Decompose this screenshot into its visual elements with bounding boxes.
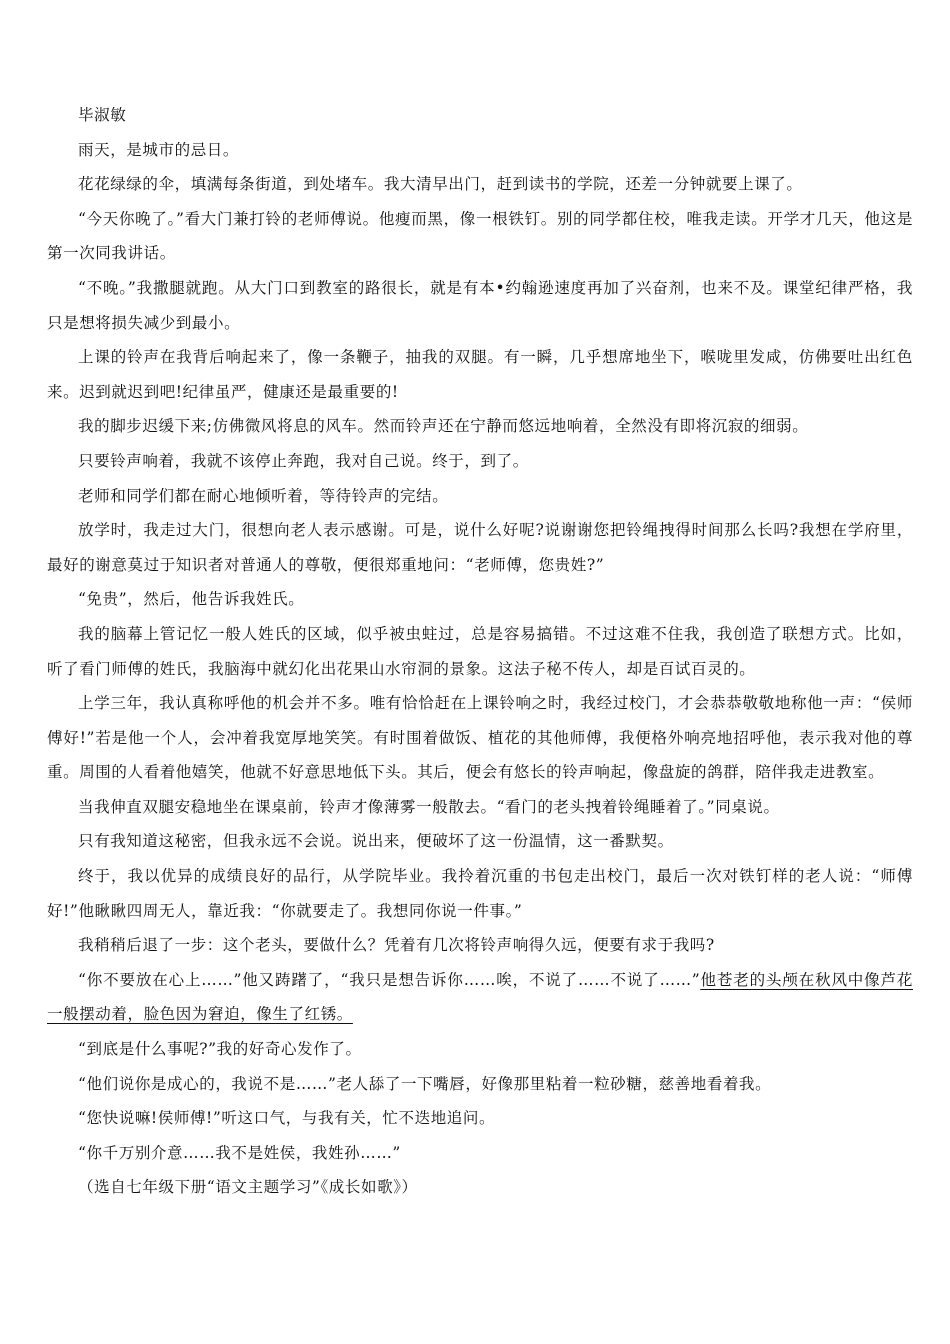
- paragraph-16: 我稍稍后退了一步：这个老头，要做什么？凭着有几次将铃声响得久远，便要有求于我吗?: [78, 936, 715, 955]
- underlined-sentence: 他苍老的头颅在秋风中像芦花一般摆动着，脸色因为窘迫，像生了红锈。: [47, 970, 913, 1024]
- paragraph-4: “不晚。”我撒腿就跑。从大门口到教室的路很长，就是有本•约翰逊速度再加了兴奋剂，也来不及。课堂纪律严格，我只是想将损失减少到最小。: [47, 278, 913, 332]
- paragraph-7: 只要铃声响着，我就不该停止奔跑，我对自己说。终于，到了。: [78, 451, 529, 470]
- paragraph-21: “你千万别介意……我不是姓侯，我姓孙……”: [78, 1143, 401, 1162]
- paragraph-15: 终于，我以优异的成绩良好的品行，从学院毕业。我拎着沉重的书包走出校门，最后一次对铁钉样的老人说：“师傅好!”他瞅瞅四周无人，靠近我：“你就要走了。我想同你说一件事。”: [47, 867, 913, 920]
- source-citation: （选自七年级下册“语文主题学习”《成长如歌》）: [78, 1178, 418, 1197]
- paragraph-8: 老师和同学们都在耐心地倾听着，等待铃声的完结。: [78, 486, 449, 505]
- paragraph-17: [47, 963, 913, 1032]
- paragraph-18: “到底是什么事呢?”我的好奇心发作了。: [78, 1040, 362, 1059]
- article-body: [47, 98, 913, 1205]
- paragraph-2: 花花绿绿的伞，填满每条街道，到处堵车。我大清早出门，赶到读书的学院，还差一分钟就要上课了。: [78, 175, 803, 194]
- paragraph-9: 放学时，我走过大门，很想向老人表示感谢。可是，说什么好呢?说谢谢您把铃绳拽得时间那么长吗?我想在学府里，最好的谢意莫过于知识者对普通人的尊敬，便很郑重地问：“老师傅，您贵姓?”: [47, 521, 913, 574]
- paragraph-3: “今天你晚了。”看大门兼打铃的老师傅说。他瘦而黑，像一根铁钉。别的同学都住校，唯我走读。开学才几天，他这是第一次同我讲话。: [47, 209, 913, 263]
- paragraph-5: 上课的铃声在我背后响起来了，像一条鞭子，抽我的双腿。有一瞬，几乎想席地坐下，喉咙里发咸，仿佛要吐出红色来。迟到就迟到吧!纪律虽严，健康还是最重要的!: [47, 348, 913, 401]
- paragraph-13: 当我伸直双腿安稳地坐在课桌前，铃声才像薄雾一般散去。“看门的老头拽着铃绳睡着了。”同桌说。: [78, 797, 780, 816]
- paragraph-11: 我的脑幕上管记忆一般人姓氏的区域，似乎被虫蛀过，总是容易搞错。不过这难不住我，我创造了联想方式。比如，听了看门师傅的姓氏，我脑海中就幻化出花果山水帘洞的景象。这法子秘不传人，却是百试百灵的。: [47, 624, 913, 678]
- paragraph-20: “您快说嘛!侯师傅!”听这口气，与我有关，忙不迭地追问。: [78, 1109, 496, 1128]
- article-author: 毕淑敏: [78, 106, 127, 124]
- paragraph-6: 我的脚步迟缓下来;仿佛微风将息的风车。然而铃声还在宁静而悠远地响着，全然没有即将沉寂的细弱。: [78, 417, 809, 436]
- paragraph-12: 上学三年，我认真称呼他的机会并不多。唯有恰恰赶在上课铃响之时，我经过校门，才会恭恭敬敬地称他一声：“侯师傅好!”若是他一个人，会冲着我宽厚地笑笑。有时围着做饭、植花的其他师傅，我便格外响亮地招呼他，表示我对他的尊重。周围的人看着他嬉笑，他就不好意思地低下头。其后，便会有悠长的铃声响起，像盘旋的鸽群，陪伴我走进教室。: [47, 694, 913, 782]
- paragraph-10: “免贵”，然后，他告诉我姓氏。: [78, 590, 305, 609]
- paragraph-1: 雨天，是城市的忌日。: [78, 140, 240, 159]
- paragraph-17-dialogue: “你不要放在心上……”他又踌躇了，“我只是想告诉你……唉，不说了……不说了……”: [78, 970, 701, 989]
- paragraph-19: “他们说你是成心的，我说不是……”老人舔了一下嘴唇，好像那里粘着一粒砂糖，慈善地看着我。: [78, 1074, 772, 1093]
- paragraph-14: 只有我知道这秘密，但我永远不会说。说出来，便破坏了这一份温情，这一番默契。: [78, 832, 674, 851]
